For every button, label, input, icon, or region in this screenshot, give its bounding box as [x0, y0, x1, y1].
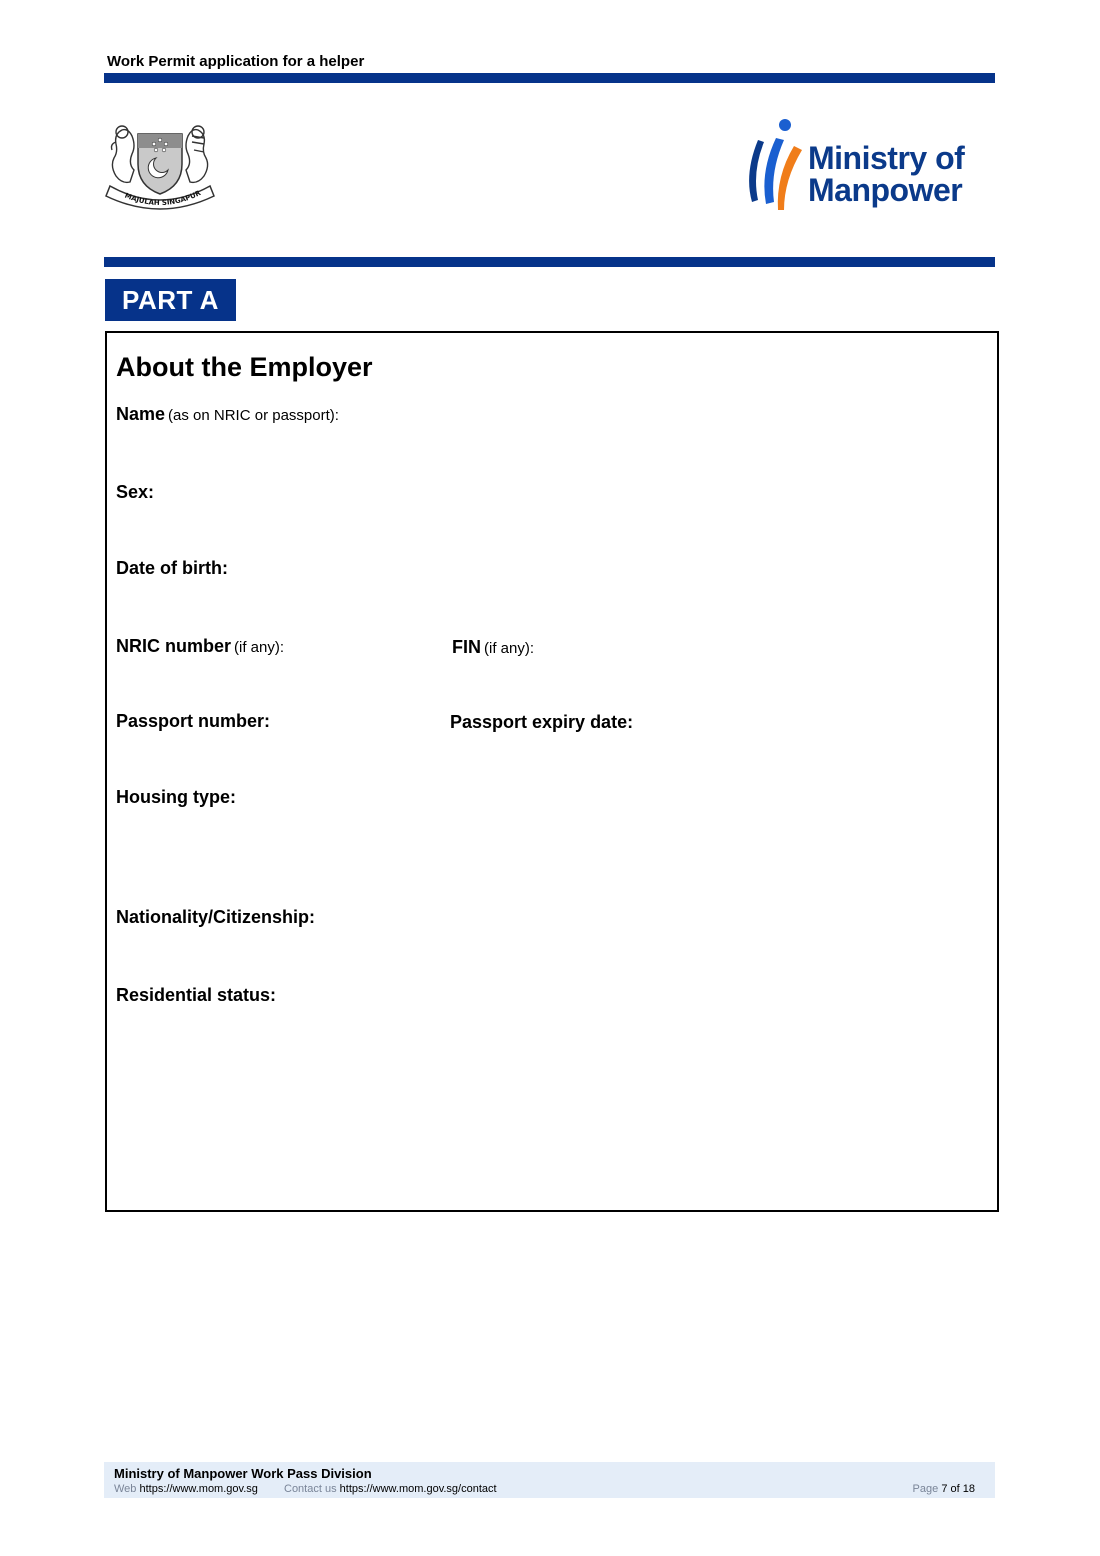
- employer-form-box: [105, 331, 999, 1212]
- mom-logo-line2: Manpower: [808, 172, 963, 208]
- passport-number-field[interactable]: [116, 711, 270, 732]
- page-current: 7: [941, 1483, 948, 1495]
- page-of: of: [950, 1483, 960, 1495]
- footer-contact-label: Contact us: [284, 1483, 337, 1495]
- mom-logo-icon: [744, 118, 974, 214]
- footer-web-label: Web: [114, 1483, 137, 1495]
- page-label: Page: [912, 1483, 939, 1495]
- section-rule: [104, 257, 995, 267]
- sex-field[interactable]: [116, 482, 154, 503]
- passport-expiry-field[interactable]: [450, 712, 633, 733]
- nric-label: NRIC number: [116, 636, 232, 656]
- footer-contact-link[interactable]: https://www.mom.gov.sg/contact: [339, 1483, 497, 1495]
- name-label: Name: [116, 404, 166, 424]
- header-rule: [104, 73, 995, 83]
- section-title: About the Employer: [116, 352, 373, 382]
- mom-logo-line1: Ministry of: [808, 140, 965, 176]
- page-total: 18: [962, 1483, 975, 1495]
- nric-field[interactable]: [116, 636, 284, 657]
- fin-field[interactable]: [452, 637, 534, 658]
- nric-note: (if any):: [234, 639, 285, 656]
- residential-status-field[interactable]: [116, 985, 276, 1006]
- footer-division: Ministry of Manpower Work Pass Division: [114, 1466, 372, 1481]
- fin-note: (if any):: [484, 640, 535, 657]
- name-note: (as on NRIC or passport):: [168, 407, 339, 424]
- footer-web-link[interactable]: https://www.mom.gov.sg: [139, 1483, 258, 1495]
- singapore-coat-of-arms-icon: [104, 116, 216, 214]
- page-number: [913, 1483, 975, 1495]
- fin-label: FIN: [452, 637, 481, 657]
- housing-type-field[interactable]: [116, 787, 236, 808]
- nationality-field[interactable]: [116, 907, 315, 928]
- passport-number-label: Passport number:: [116, 711, 271, 731]
- passport-expiry-label: Passport expiry date:: [450, 712, 634, 732]
- nationality-label: Nationality/Citizenship:: [116, 907, 316, 927]
- name-field[interactable]: [116, 404, 339, 425]
- housing-type-label: Housing type:: [116, 787, 236, 807]
- crest-motto: MAJULAH SINGAPUR: [123, 189, 203, 208]
- residential-status-label: Residential status:: [116, 985, 277, 1005]
- sex-label: Sex:: [116, 482, 155, 502]
- document-title: Work Permit application for a helper: [107, 53, 365, 70]
- dob-label: Date of birth:: [116, 558, 228, 578]
- footer-links: [114, 1483, 497, 1495]
- dob-field[interactable]: [116, 558, 228, 579]
- page-footer: [104, 1462, 995, 1498]
- part-label: PART A: [105, 279, 236, 321]
